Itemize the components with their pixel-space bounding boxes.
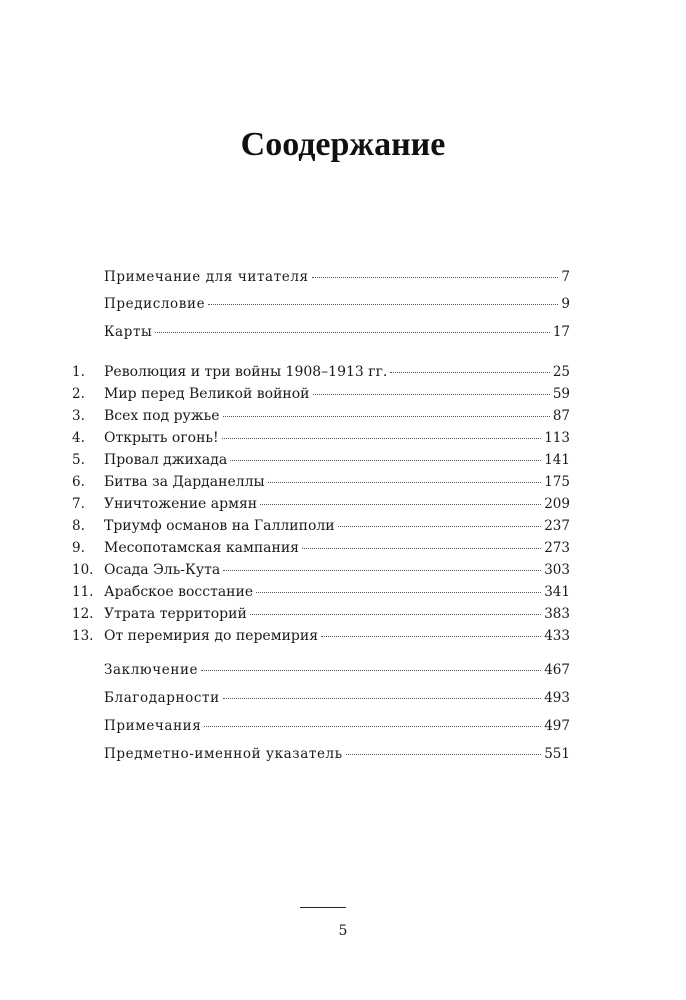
toc-entry-chapter[interactable] [72, 471, 570, 493]
dot-leader [312, 267, 559, 278]
toc-entry-page: 273 [544, 540, 570, 556]
toc-entry-page: 9 [561, 296, 570, 312]
toc-entry-label: Триумф османов на Галлиполи [104, 518, 335, 534]
dot-leader [256, 582, 541, 593]
toc-entry-chapter[interactable] [72, 449, 570, 471]
dot-leader [208, 294, 558, 305]
dot-leader [223, 560, 541, 571]
toc-entry-back[interactable] [72, 659, 570, 681]
toc-entry-chapter[interactable] [72, 581, 570, 603]
dot-leader [302, 538, 541, 549]
toc-entry-page: 87 [552, 408, 570, 424]
toc-entry-chapter[interactable] [72, 515, 570, 537]
toc-entry-page: 383 [544, 606, 570, 622]
toc-entry-page: 141 [544, 452, 570, 468]
toc-entry-page: 237 [544, 518, 570, 534]
toc-entry-chapter[interactable] [72, 603, 570, 625]
toc-entry-label: Примечания [104, 718, 202, 734]
toc-entry-front[interactable] [72, 321, 570, 343]
chapter-number: 1. [72, 364, 85, 380]
folio-rule [300, 907, 346, 908]
toc-entry-label: Предметно-именной указатель [104, 746, 343, 762]
toc-entry-label: Всех под ружье [104, 408, 220, 424]
toc-entry-page: 209 [544, 496, 570, 512]
toc-entry-label: Провал джихада [104, 452, 228, 468]
toc-entry-label: Революция и три войны 1908–1913 гг. [104, 364, 388, 380]
toc-entry-label: Мир перед Великой войной [104, 386, 310, 402]
toc-entry-page: 467 [544, 662, 570, 678]
toc-entry-page: 113 [544, 430, 570, 446]
page-number: 5 [338, 923, 348, 939]
toc-entry-label: Карты [104, 324, 153, 340]
toc-entry-back[interactable] [72, 687, 570, 709]
toc-entry-label: Примечание для читателя [104, 269, 309, 285]
toc-entry-page: 303 [544, 562, 570, 578]
toc-entry-label: Арабское восстание [104, 584, 254, 600]
toc-entry-chapter[interactable] [72, 493, 570, 515]
toc-entry-chapter[interactable] [72, 559, 570, 581]
toc-entry-page: 17 [552, 324, 570, 340]
toc-entry-page: 175 [544, 474, 570, 490]
chapter-number: 8. [72, 518, 85, 534]
dot-leader [390, 362, 549, 373]
chapter-number: 13. [72, 628, 94, 644]
toc-entry-front[interactable] [72, 293, 570, 315]
chapter-number: 4. [72, 430, 85, 446]
chapter-number: 7. [72, 496, 85, 512]
dot-leader [201, 660, 541, 671]
toc-entry-front[interactable] [72, 266, 570, 288]
toc-entry-page: 497 [544, 718, 570, 734]
dot-leader [313, 384, 550, 395]
dot-leader [268, 472, 542, 483]
toc-entry-chapter[interactable] [72, 537, 570, 559]
dot-leader [230, 450, 541, 461]
toc-entry-chapter[interactable] [72, 383, 570, 405]
chapter-number: 10. [72, 562, 94, 578]
toc-entry-page: 341 [544, 584, 570, 600]
dot-leader [222, 428, 542, 439]
toc-entry-page: 7 [561, 269, 570, 285]
toc-entry-chapter[interactable] [72, 361, 570, 383]
chapter-number: 11. [72, 584, 94, 600]
chapter-number: 12. [72, 606, 94, 622]
chapter-number: 6. [72, 474, 85, 490]
toc-entry-label: Утрата территорий [104, 606, 247, 622]
dot-leader [260, 494, 541, 505]
dot-leader [250, 604, 541, 615]
toc-entry-page: 433 [544, 628, 570, 644]
toc-entry-label: Заключение [104, 662, 199, 678]
dot-leader [204, 716, 541, 727]
toc-entry-chapter[interactable] [72, 405, 570, 427]
chapter-number: 2. [72, 386, 85, 402]
page-title: Соодержание [240, 125, 446, 163]
toc-entry-label: Осада Эль-Кута [104, 562, 221, 578]
chapter-number: 3. [72, 408, 85, 424]
toc-entry-chapter[interactable] [72, 427, 570, 449]
toc-entry-label: Битва за Дарданеллы [104, 474, 265, 490]
toc-entry-chapter[interactable] [72, 625, 570, 647]
toc-entry-label: Уничтожение армян [104, 496, 258, 512]
toc-entry-page: 59 [552, 386, 570, 402]
toc-entry-label: Предисловие [104, 296, 206, 312]
toc-entry-back[interactable] [72, 743, 570, 765]
dot-leader [321, 626, 541, 637]
toc-entry-back[interactable] [72, 715, 570, 737]
dot-leader [346, 744, 542, 755]
toc-entry-page: 551 [544, 746, 570, 762]
toc-entry-label: От перемирия до перемирия [104, 628, 319, 644]
chapter-number: 5. [72, 452, 85, 468]
toc-entry-page: 493 [544, 690, 570, 706]
toc-entry-page: 25 [552, 364, 570, 380]
chapter-number: 9. [72, 540, 85, 556]
dot-leader [223, 688, 542, 699]
dot-leader [155, 322, 549, 333]
dot-leader [338, 516, 542, 527]
toc-entry-label: Месопотамская кампания [104, 540, 300, 556]
dot-leader [223, 406, 550, 417]
toc-entry-label: Благодарности [104, 690, 220, 706]
toc-entry-label: Открыть огонь! [104, 430, 219, 446]
